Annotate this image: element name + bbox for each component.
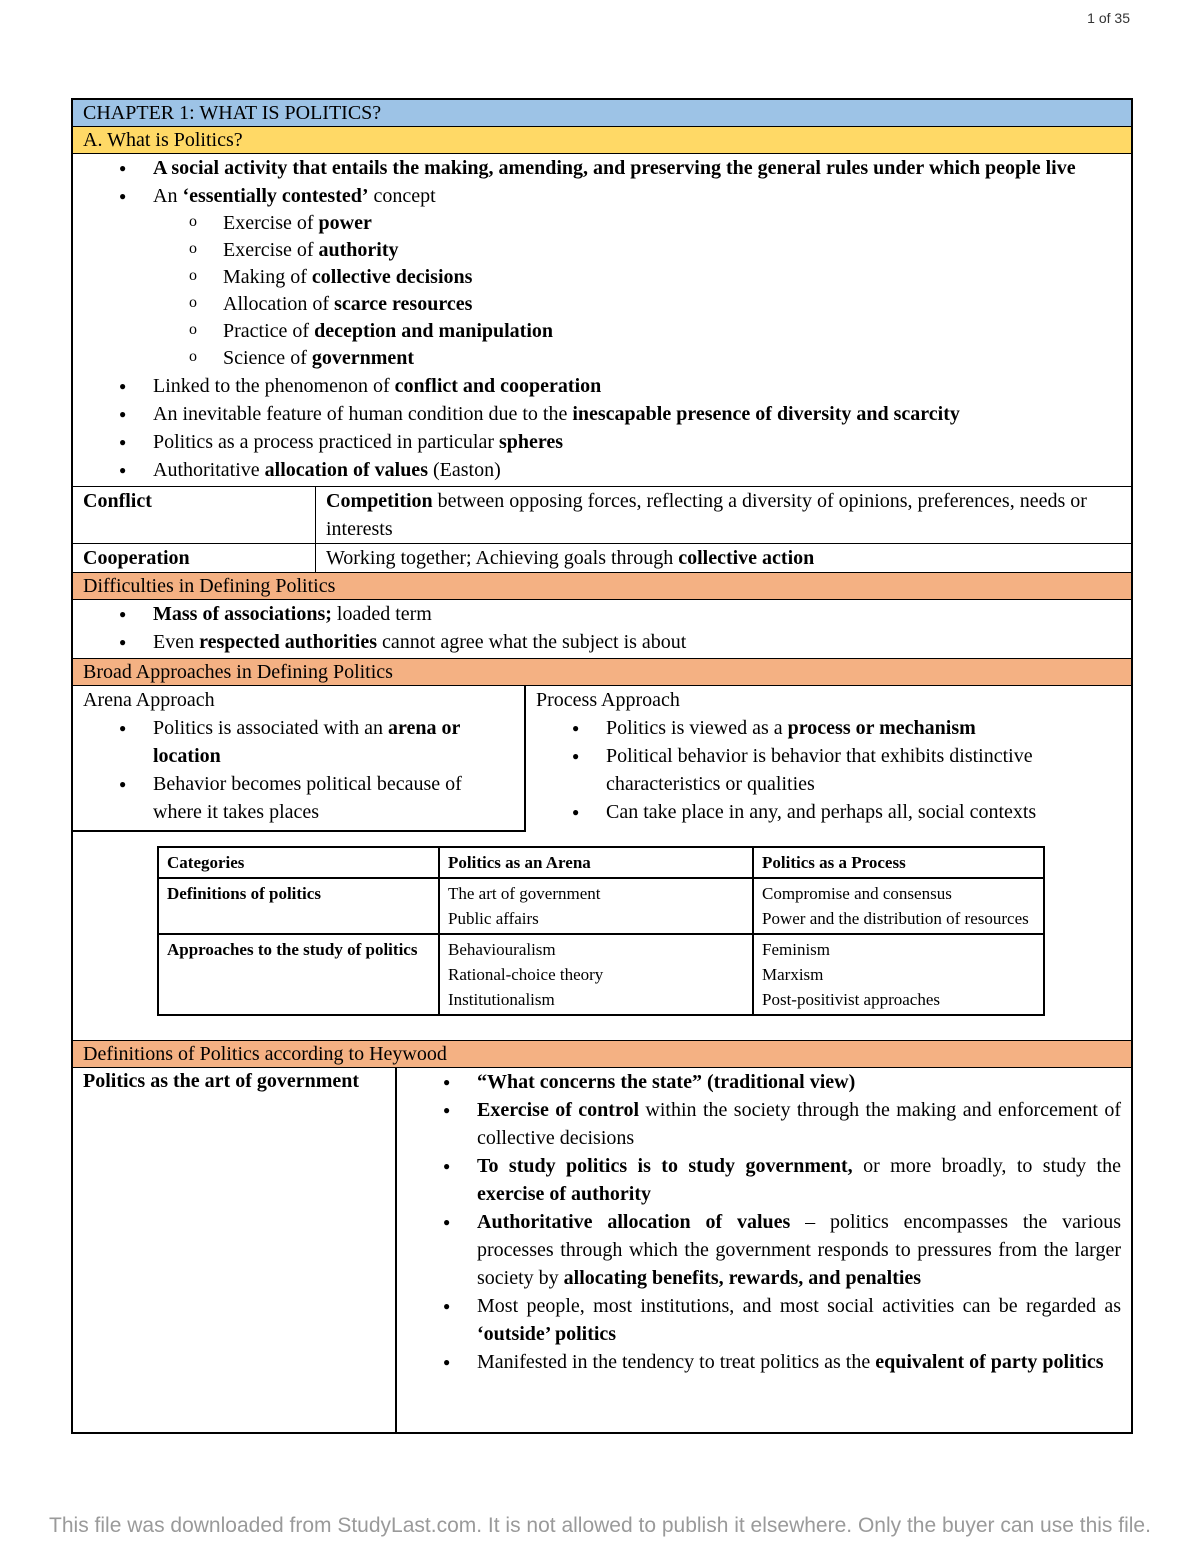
list-item: ● “What concerns the state” (traditional view)	[477, 1068, 1121, 1096]
list-item: ● Authoritative allocation of values (Easton)	[153, 456, 1121, 484]
list-item: ● Politics as a process practiced in particular spheres	[153, 428, 1121, 456]
arena-approach-title: Arena Approach	[83, 689, 215, 711]
table-header: Politics as a Process	[753, 847, 1044, 878]
difficulties-title: Difficulties in Defining Politics	[73, 573, 1131, 600]
heywood-title: Definitions of Politics according to Heywood	[73, 1041, 1131, 1068]
sub-list-item: o Science of government	[223, 345, 1121, 372]
list-item: ● Politics is associated with an arena or location	[153, 714, 514, 770]
list-item: ● An inevitable feature of human condition due to the inescapable presence of diversity and scarcity	[153, 400, 1121, 428]
conflict-term: Conflict	[73, 487, 316, 543]
comparison-table	[157, 846, 1045, 1016]
list-item: ● A social activity that entails the making, amending, and preserving the general rules under which people live	[153, 154, 1121, 182]
list-item: ● Authoritative allocation of values – politics encompasses the various processes through which the government responds to pressures from the larger society by allocating benefits, rewards, and penalties	[477, 1208, 1121, 1292]
table-header: Politics as an Arena	[439, 847, 753, 878]
list-item: ● Political behavior is behavior that exhibits distinctive characteristics or qualities	[606, 742, 1121, 798]
list-item: ● Linked to the phenomenon of conflict and cooperation	[153, 372, 1121, 400]
conflict-definition: Competition between opposing forces, reflecting a diversity of opinions, preferences, needs or interests	[326, 490, 1087, 540]
cooperation-row	[73, 544, 1131, 573]
list-item: ● Behavior becomes political because of where it takes places	[153, 770, 514, 826]
table-cell: Approaches to the study of politics	[158, 934, 439, 1015]
table-header: Categories	[158, 847, 439, 878]
cooperation-definition: Working together; Achieving goals through collective action	[326, 547, 815, 569]
broad-approaches-body	[73, 686, 1131, 1041]
process-approach	[526, 686, 1131, 830]
arena-approach	[73, 686, 526, 830]
table-header-row	[158, 847, 1044, 878]
section-a-title: A. What is Politics?	[73, 127, 1131, 154]
broad-approaches-title: Broad Approaches in Defining Politics	[73, 659, 1131, 686]
conflict-row	[73, 487, 1131, 544]
sub-list-item: o Practice of deception and manipulation	[223, 318, 1121, 345]
list-item: ● Politics is viewed as a process or mechanism	[606, 714, 1121, 742]
table-cell: Feminism Marxism Post-positivist approaches	[753, 934, 1044, 1015]
list-item: ● Can take place in any, and perhaps all, social contexts	[606, 798, 1121, 826]
list-item: ● Exercise of control within the society through the making and enforcement of collective decisions	[477, 1096, 1121, 1152]
table-cell: Definitions of politics	[158, 878, 439, 934]
table-row	[158, 934, 1044, 1015]
sub-list-item: o Allocation of scarce resources	[223, 291, 1121, 318]
download-notice: This file was downloaded from StudyLast.com. It is not allowed to publish it elsewhere. Only the buyer can use this file.	[49, 1514, 1151, 1537]
chapter-title: CHAPTER 1: WHAT IS POLITICS?	[73, 100, 1131, 127]
list-item: ● Most people, most institutions, and most social activities can be regarded as ‘outside’ politics	[477, 1292, 1121, 1348]
cooperation-term: Cooperation	[73, 544, 316, 572]
heywood-left-label: Politics as the art of government	[73, 1068, 397, 1432]
sub-list-item: o Exercise of authority	[223, 237, 1121, 264]
list-item: ● Mass of associations; loaded term	[153, 600, 1121, 628]
heywood-body	[73, 1068, 1131, 1432]
heywood-right	[397, 1068, 1131, 1432]
list-item: ● To study politics is to study government, or more broadly, to study the exercise of authority	[477, 1152, 1121, 1208]
sub-list-item: o Making of collective decisions	[223, 264, 1121, 291]
section-a-body	[73, 154, 1131, 487]
list-item: ● Manifested in the tendency to treat politics as the equivalent of party politics	[477, 1348, 1121, 1376]
table-cell: The art of government Public affairs	[439, 878, 753, 934]
table-cell: Compromise and consensus Power and the distribution of resources	[753, 878, 1044, 934]
process-approach-title: Process Approach	[536, 689, 680, 711]
list-item: ● An ‘essentially contested’ concept o Exercise of power o Exercise of authority o Making of collective decisions o Allocation of scarce resources o Practice of deception and manipulation o Science of government	[153, 182, 1121, 372]
difficulties-body	[73, 600, 1131, 659]
table-row	[158, 878, 1044, 934]
page-number: 1 of 35	[1087, 10, 1130, 26]
notes-table	[71, 98, 1133, 1434]
list-item: ● Even respected authorities cannot agree what the subject is about	[153, 628, 1121, 656]
table-cell: Behaviouralism Rational-choice theory Institutionalism	[439, 934, 753, 1015]
sub-list-item: o Exercise of power	[223, 210, 1121, 237]
